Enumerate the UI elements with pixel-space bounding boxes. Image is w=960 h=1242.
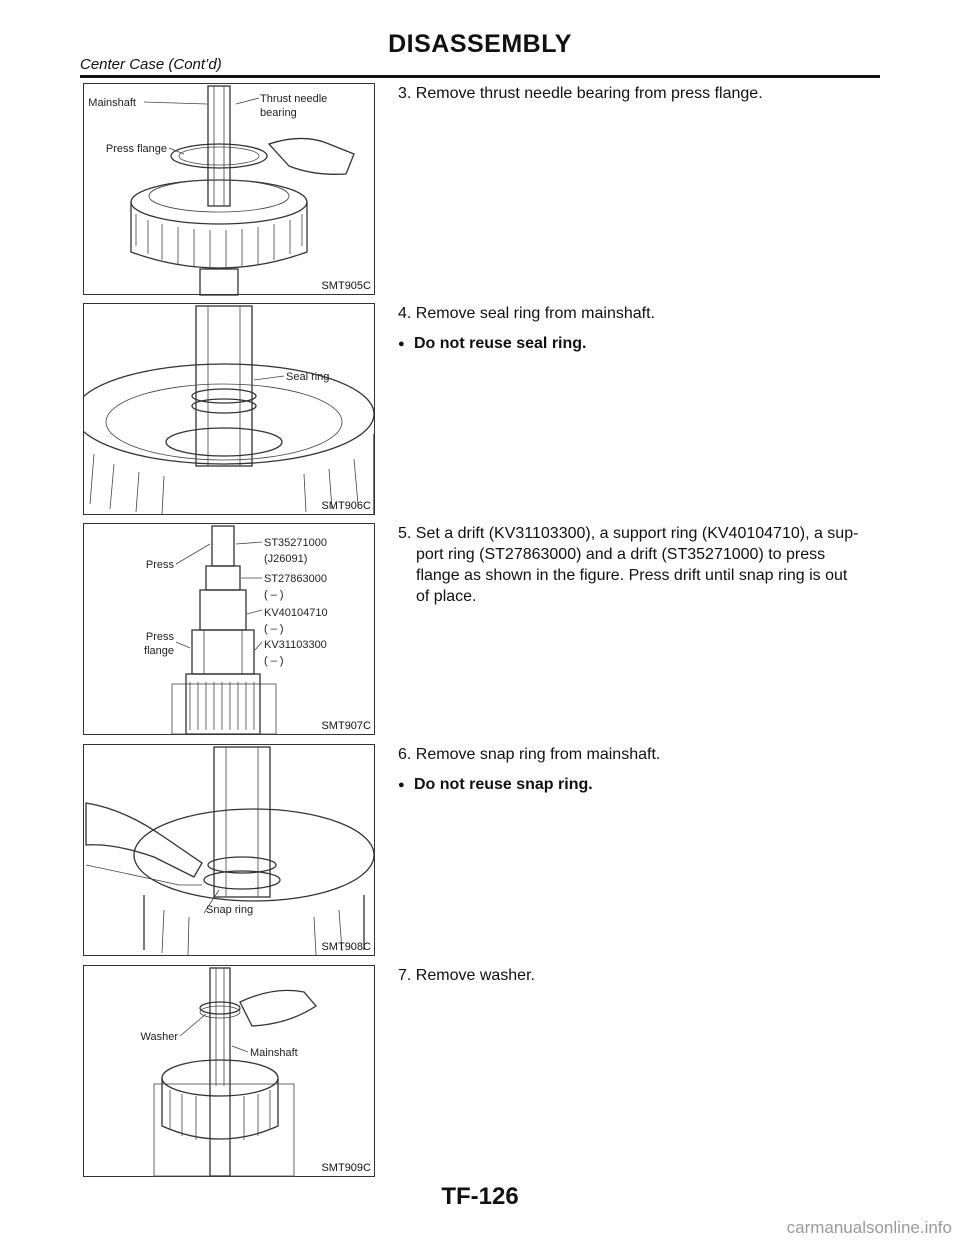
fig-label-press: Press — [145, 559, 174, 571]
step-4 — [398, 303, 878, 355]
fig-label-press-2: Press — [145, 631, 174, 643]
fig-label-flange: flange — [144, 645, 174, 657]
fig-label-thrust-needle: Thrust needle — [260, 93, 328, 105]
seal-ring-illustration — [84, 304, 376, 516]
header-divider — [80, 75, 880, 78]
step-7-text: 7. Remove washer. — [398, 967, 535, 984]
step-6-text: 6. Remove snap ring from mainshaft. — [398, 746, 661, 763]
step-5-text-line-4: of place. — [416, 588, 477, 605]
figure-smt906c — [83, 303, 375, 515]
figure-code: SMT909C — [321, 1162, 371, 1174]
step-5-text-line-3: flange as shown in the figure. Press drift until snap ring is out — [416, 567, 848, 584]
step-4-warning-text: Do not reuse seal ring. — [414, 335, 587, 352]
fig-label-kv40104710: KV40104710 — [264, 607, 328, 619]
figure-code: SMT906C — [321, 500, 371, 512]
figure-smt909c — [83, 965, 375, 1177]
step-6-warning — [398, 774, 878, 796]
step-4-text: 4. Remove seal ring from mainshaft. — [398, 305, 655, 322]
fig-label-seal-ring: Seal ring — [286, 371, 330, 383]
fig-label-paren-1: ( – ) — [264, 589, 284, 601]
fig-label-washer: Washer — [140, 1031, 178, 1043]
step-6 — [398, 744, 878, 796]
step-5 — [398, 523, 878, 607]
figure-smt907c — [83, 523, 375, 735]
fig-label-paren-3: ( – ) — [264, 655, 284, 667]
washer-illustration — [84, 966, 376, 1178]
fig-label-kv31103300: KV31103300 — [264, 639, 327, 651]
page-title: DISASSEMBLY — [388, 30, 572, 58]
snap-ring-illustration — [84, 745, 376, 957]
step-6-warning-text: Do not reuse snap ring. — [414, 776, 593, 793]
fig-label-j26091: (J26091) — [264, 553, 308, 565]
press-setup-illustration — [84, 524, 376, 736]
fig-label-press-flange: Press flange — [105, 143, 167, 155]
bullet-icon: ● — [398, 338, 405, 350]
figure-code: SMT905C — [321, 280, 371, 292]
thrust-bearing-illustration — [84, 84, 376, 296]
fig-label-st27863000: ST27863000 — [264, 573, 327, 585]
figure-code: SMT907C — [321, 720, 371, 732]
fig-label-snap-ring: Snap ring — [206, 904, 254, 916]
step-7 — [398, 965, 878, 986]
step-5-text-line-2: port ring (ST27863000) and a drift (ST35271000) to press — [416, 546, 826, 563]
fig-label-paren-2: ( – ) — [264, 623, 284, 635]
figure-code: SMT908C — [321, 941, 371, 953]
page-number: TF-126 — [441, 1183, 519, 1210]
fig-label-mainshaft: Mainshaft — [88, 97, 136, 109]
fig-label-bearing: bearing — [260, 107, 297, 119]
step-3-text: 3. Remove thrust needle bearing from press flange. — [398, 85, 763, 102]
fig-label-mainshaft: Mainshaft — [250, 1047, 298, 1059]
fig-label-st35271000: ST35271000 — [264, 537, 327, 549]
figure-smt905c — [83, 83, 375, 295]
step-3 — [398, 83, 878, 104]
figure-smt908c — [83, 744, 375, 956]
step-5-text-first: 5. Set a drift (KV31103300), a support ring (KV40104710), a sup- — [398, 525, 859, 542]
step-4-warning — [398, 333, 878, 355]
watermark: carmanualsonline.info — [786, 1218, 952, 1237]
bullet-icon: ● — [398, 779, 405, 791]
section-subtitle: Center Case (Cont’d) — [80, 56, 222, 73]
